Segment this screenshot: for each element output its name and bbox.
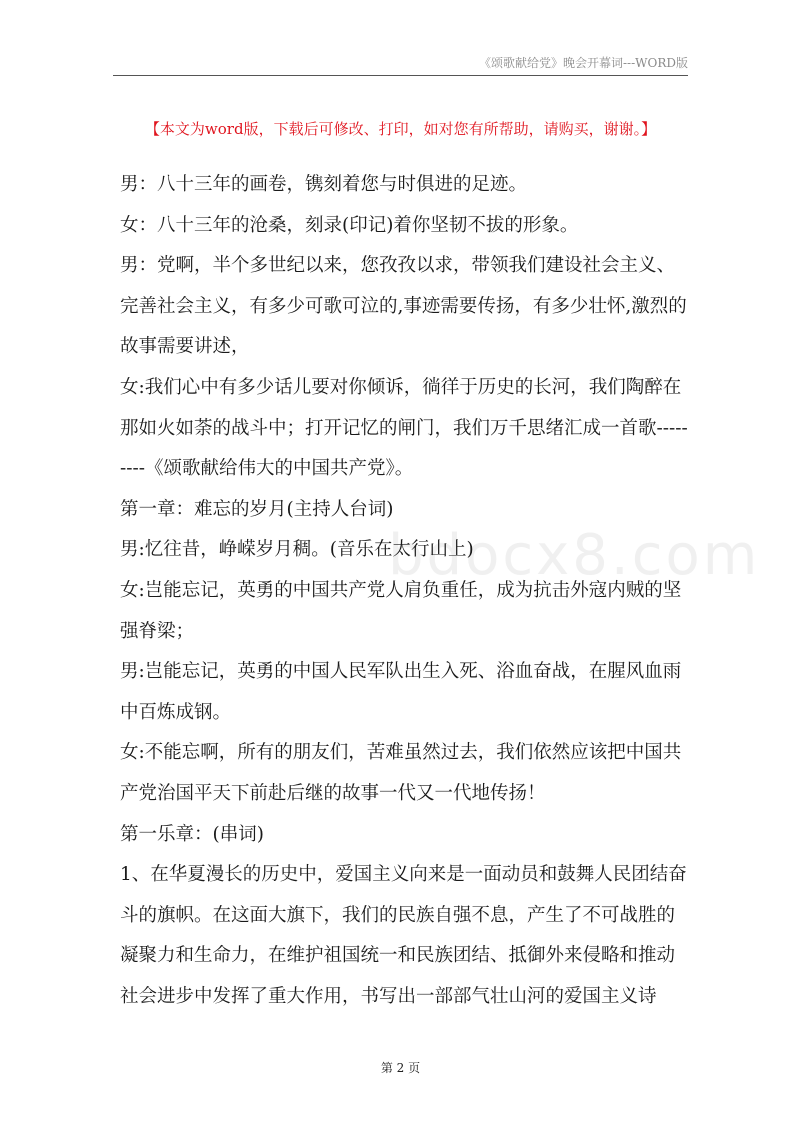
document-body — [120, 165, 690, 1017]
page-header: 《颂歌献给党》晚会开幕词---WORD版 — [479, 56, 688, 70]
header-divider — [113, 75, 688, 76]
purchase-notice: 【本文为word版，下载后可修改、打印，如对您有所帮助，请购买，谢谢。】 — [144, 120, 657, 138]
paragraph: 女:不能忘啊，所有的朋友们，苦难虽然过去，我们依然应该把中国共产党治国平天下前赴后继的故事一代又一代地传扬！ — [120, 742, 682, 804]
paragraph: 男：八十三年的画卷，镌刻着您与时俱进的足迹。 — [120, 174, 528, 195]
paragraph: 男:岂能忘记，英勇的中国人民军队出生入死、浴血奋战，在腥风血雨中百炼成钢。 — [120, 661, 682, 723]
paragraph: 男:忆往昔，峥嵘岁月稠。(音乐在太行山上) — [120, 539, 474, 561]
paragraph: 女:我们心中有多少话儿要对你倾诉，徜徉于历史的长河，我们陶醉在那如火如荼的战斗中；打开记忆的闸门，我们万千思绪汇成一首歌---------《颂歌献给伟大的中国共产党》。 — [120, 376, 688, 480]
paragraph: 女:岂能忘记，英勇的中国共产党人肩负重任，成为抗击外寇内贼的坚强脊梁； — [120, 579, 682, 642]
page-number: 第 2 页 — [380, 1061, 421, 1075]
paragraph: 男：党啊，半个多世纪以来，您孜孜以求，带领我们建设社会主义、完善社会主义，有多少可歌可泣的,事迹需要传扬，有多少壮怀,激烈的故事需要讲述， — [120, 255, 687, 358]
section-heading: 第一乐章：(串词) — [120, 823, 264, 845]
paragraph: 女：八十三年的沧桑，刻录(印记)着你坚韧不拔的形象。 — [120, 214, 579, 236]
section-heading: 第一章：难忘的岁月(主持人台词) — [120, 498, 394, 520]
paragraph: 1、在华夏漫长的历史中，爱国主义向来是一面动员和鼓舞人民团结奋斗的旗帜。在这面大旗下，我们的民族自强不息，产生了不可战胜的凝聚力和生命力，在维护祖国统一和民族团结、抵御外来侵略和推动社会进步中发挥了重大作用，书写出一部部气壮山河的爱国主义诗 — [120, 864, 687, 1007]
watermark: bdocx8.com — [388, 523, 761, 588]
